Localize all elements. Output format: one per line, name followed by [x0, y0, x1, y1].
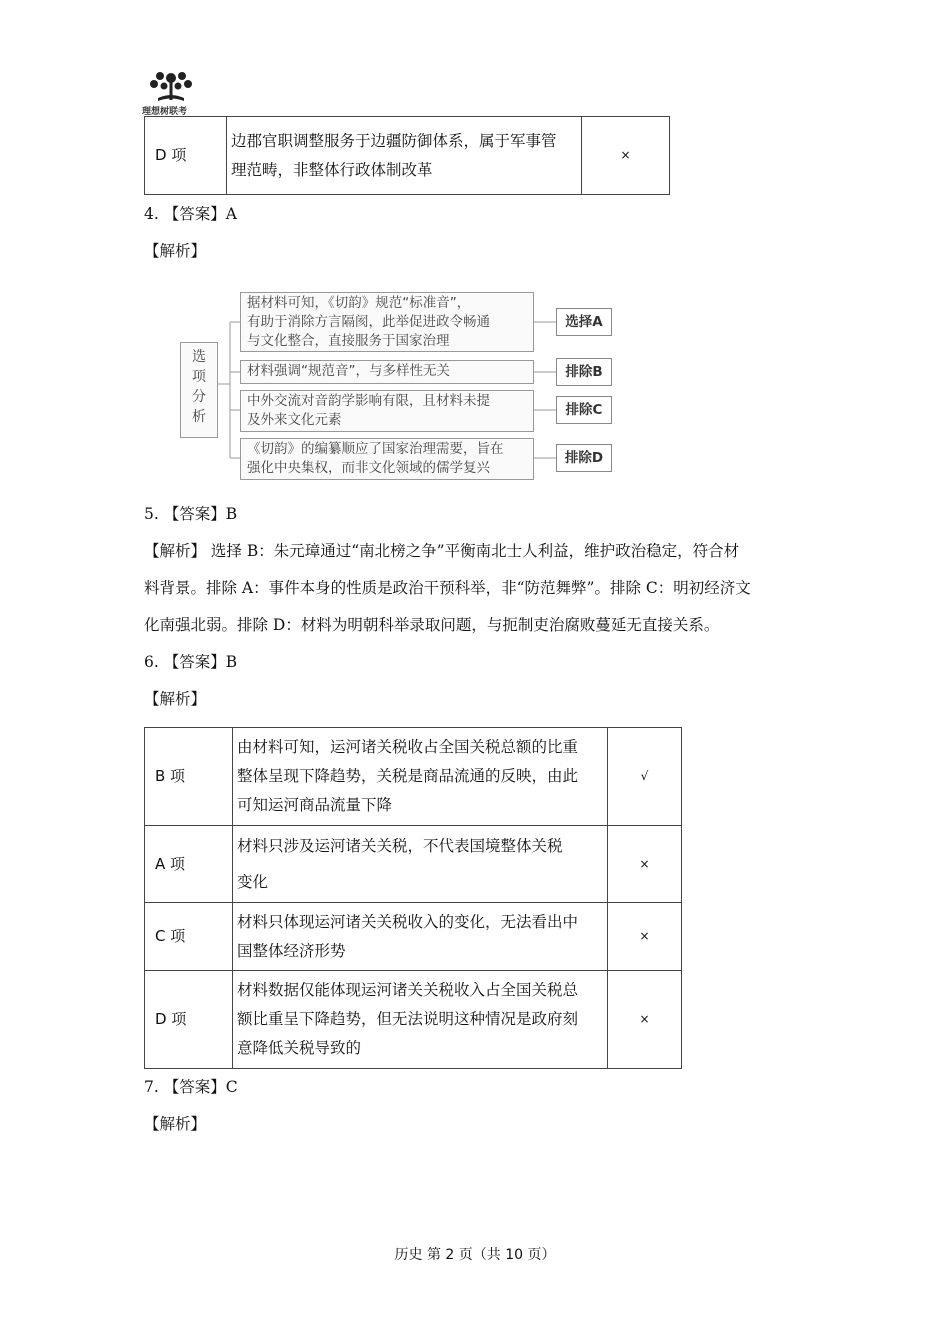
label-char: 项 — [192, 369, 206, 385]
explanation-line: 变化 — [237, 873, 269, 891]
q6-analysis-label: 【解析】 — [144, 690, 207, 708]
explanation-line: 额比重呈下降趋势，但无法说明这种情况是政府刻 — [237, 1010, 579, 1028]
explanation-line: 理范畴，非整体行政体制改革 — [231, 160, 433, 179]
analysis-box-d — [240, 438, 534, 480]
logo-text: 理想树联考 — [142, 107, 188, 117]
option-mark: × — [608, 826, 682, 903]
option-label: A 项 — [145, 826, 233, 903]
page-footer: 历史 第 2 页（共 10 页） — [394, 1247, 556, 1263]
analysis-box-a — [240, 292, 534, 352]
q5-analysis-line: 化南强北弱。排除 D：材料为明朝科举录取问题，与扼制吏治腐败蔓延无直接关系。 — [144, 616, 720, 634]
q5-analysis-line: 料背景。排除 A：事件本身的性质是政治干预科举，非“防范舞弊”。排除 C：明初经济文 — [144, 579, 751, 597]
option-mark: × — [608, 971, 682, 1069]
label-char: 选 — [192, 349, 206, 365]
table-row — [145, 971, 682, 1069]
q6-answer: 6. 【答案】B — [144, 653, 238, 671]
q4-answer: 4. 【答案】A — [144, 205, 237, 223]
option-mark: × — [582, 117, 670, 195]
option-label: B 项 — [145, 728, 233, 826]
explanation-line: 边郡官职调整服务于边疆防御体系，属于军事管 — [231, 131, 557, 150]
option-analysis-diagram — [178, 286, 618, 482]
table-row — [145, 728, 682, 826]
option-mark: × — [608, 903, 682, 971]
box-line: 与文化整合，直接服务于国家治理 — [247, 333, 450, 349]
result-exclude-c: 排除C — [556, 396, 612, 424]
option-label: C 项 — [145, 903, 233, 971]
table-row — [145, 903, 682, 971]
explanation-line: 由材料可知，运河诸关税收占全国关税总额的比重 — [237, 738, 579, 756]
analysis-box-b — [240, 360, 534, 384]
explanation-line: 材料数据仅能体现运河诸关关税收入占全国关税总 — [237, 981, 579, 999]
box-line: 中外交流对音韵学影响有限，且材料未提 — [247, 393, 490, 409]
explanation-line: 可知运河商品流量下降 — [237, 796, 393, 814]
q5-answer: 5. 【答案】B — [144, 505, 238, 523]
explanation-line: 意降低关税导致的 — [237, 1039, 362, 1057]
explanation-line: 国整体经济形势 — [237, 941, 346, 960]
box-line: 及外来文化元素 — [247, 412, 342, 428]
q4-analysis-label: 【解析】 — [144, 242, 207, 260]
option-explanation — [227, 117, 582, 195]
option-table-q6 — [144, 727, 682, 1069]
q7-answer: 7. 【答案】C — [144, 1078, 238, 1096]
explanation-line: 整体呈现下降趋势，关税是商品流通的反映，由此 — [237, 767, 579, 785]
box-line: 《切韵》的编纂顺应了国家治理需要，旨在 — [247, 441, 504, 457]
table-row — [145, 826, 682, 903]
table-row — [145, 117, 670, 195]
option-explanation — [233, 971, 608, 1069]
box-line: 有助于消除方言隔阂，此举促进政令畅通 — [247, 314, 490, 330]
result-exclude-b: 排除B — [556, 358, 612, 386]
explanation-line: 材料只体现运河诸关关税收入的变化，无法看出中 — [237, 912, 579, 931]
explanation-line: 材料只涉及运河诸关关税，不代表国境整体关税 — [237, 837, 563, 855]
q5-analysis-line: 【解析】 选择 B：朱元璋通过“南北榜之争”平衡南北士人利益，维护政治稳定，符合材 — [144, 542, 740, 560]
option-analysis-label — [180, 342, 218, 438]
option-table-q3 — [144, 116, 670, 195]
option-label: D 项 — [145, 971, 233, 1069]
label-char: 析 — [192, 409, 206, 425]
box-line: 据材料可知，《切韵》规范“标准音”， — [247, 295, 471, 311]
q7-analysis-label: 【解析】 — [144, 1115, 207, 1133]
result-select-a: 选择A — [556, 308, 612, 336]
option-explanation — [233, 826, 608, 903]
option-explanation — [233, 903, 608, 971]
label-char: 分 — [192, 389, 206, 405]
option-mark: √ — [608, 728, 682, 826]
result-exclude-d: 排除D — [556, 444, 612, 472]
analysis-box-c — [240, 390, 534, 432]
option-explanation — [233, 728, 608, 826]
box-line: 强化中央集权，而非文化领域的儒学复兴 — [247, 460, 490, 476]
option-label: D 项 — [145, 117, 227, 195]
box-line: 材料强调“规范音”，与多样性无关 — [247, 363, 450, 379]
